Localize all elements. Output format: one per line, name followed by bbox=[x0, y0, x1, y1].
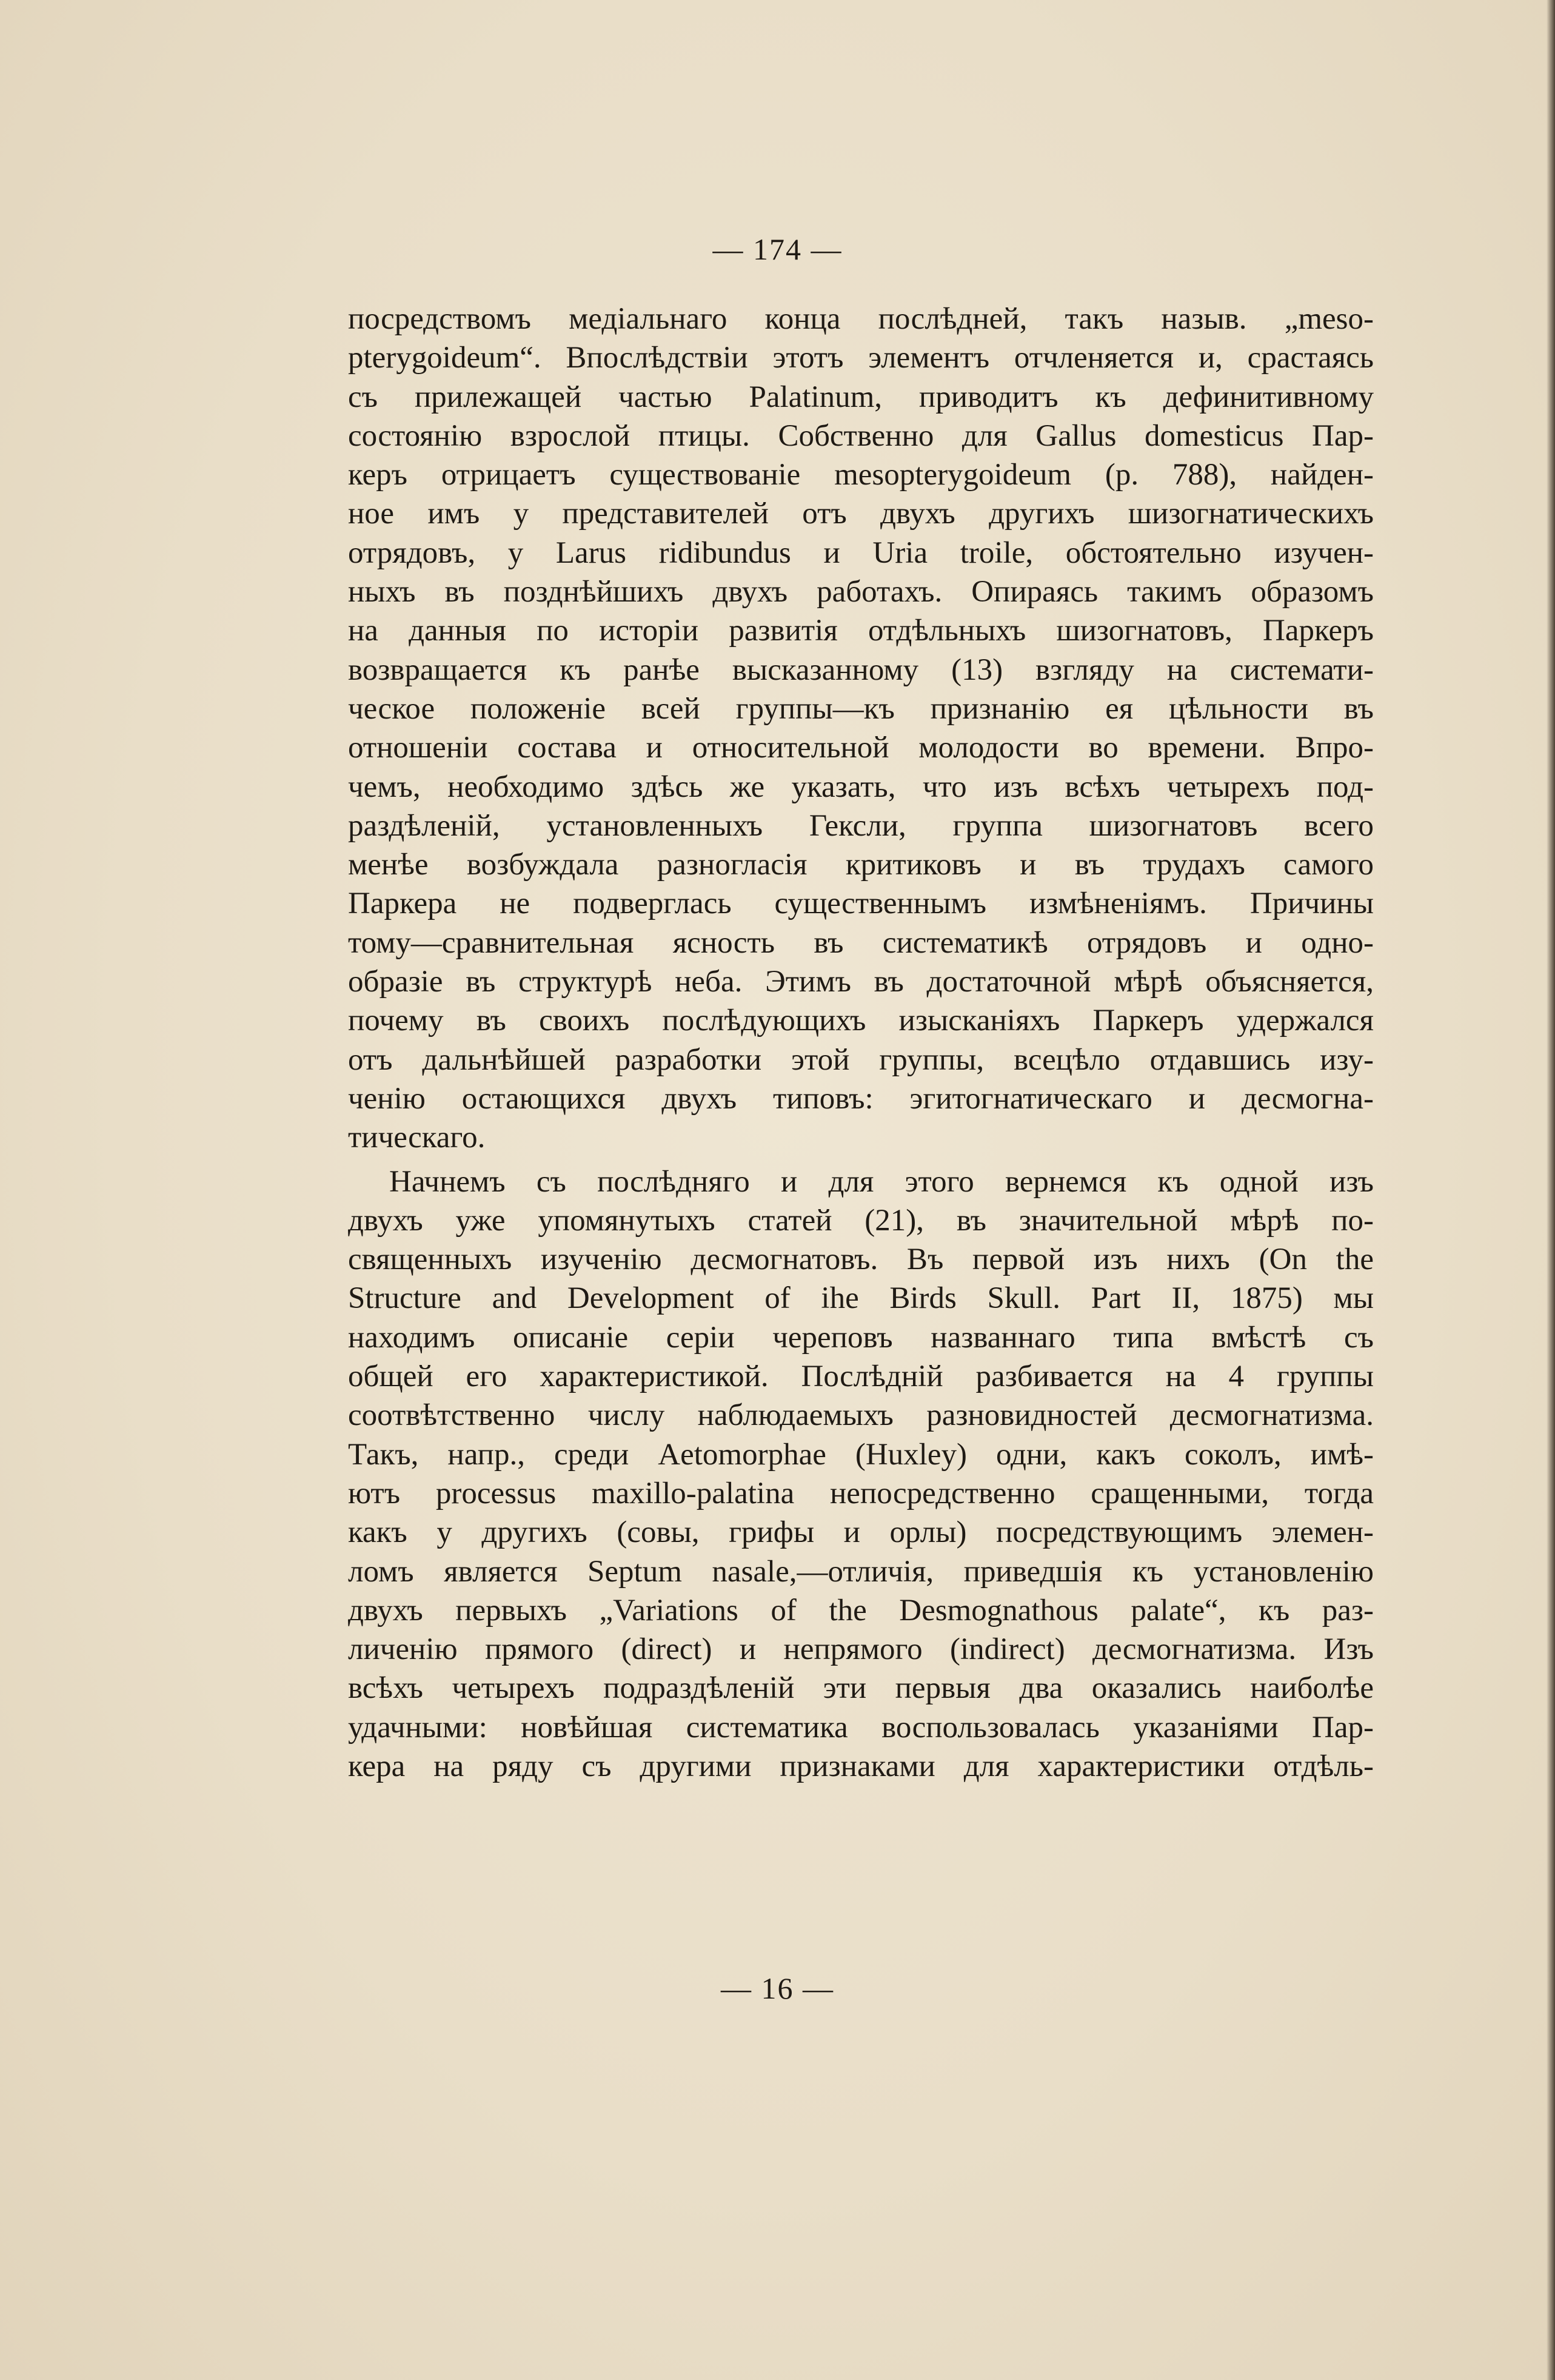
text-line: ломъ является Septum nasale,—отличія, приведшія къ установленію bbox=[348, 1554, 1374, 1589]
text-line: чемъ, необходимо здѣсь же указать, что изъ всѣхъ четырехъ под- bbox=[348, 769, 1374, 804]
text-line: Паркера не подверглась существеннымъ измѣненіямъ. Причины bbox=[348, 887, 1374, 921]
text-line: посредствомъ медіальнаго конца послѣдней, такъ назыв. „meso- bbox=[348, 302, 1374, 336]
text-line: отрядовъ, у Larus ridibundus и Uria troile, обстоятельно изучен- bbox=[348, 535, 1374, 570]
text-line: ческое положеніе всей группы—къ признанію ея цѣльности въ bbox=[348, 691, 1374, 726]
text-line: возвращается къ ранѣе высказанному (13) взгляду на системати- bbox=[348, 652, 1374, 687]
text-line: почему въ своихъ послѣдующихъ изысканіяхъ Паркеръ удержался bbox=[348, 1004, 1374, 1038]
text-line: менѣе возбуждала разногласія критиковъ и въ трудахъ самого bbox=[348, 848, 1374, 882]
text-line: Такъ, напр., среди Aetomorphae (Huxley) одни, какъ соколъ, имѣ- bbox=[348, 1437, 1374, 1472]
text-line: соотвѣтственно числу наблюдаемыхъ разновидностей десмогнатизма. bbox=[348, 1398, 1374, 1433]
text-line: Начнемъ съ послѣдняго и для этого вернемся къ одной изъ bbox=[389, 1164, 1374, 1199]
text-line: ченію остающихся двухъ типовъ: эгитогнатическаго и десмогна- bbox=[348, 1081, 1374, 1116]
text-line: раздѣленій, установленныхъ Гексли, группа шизогнатовъ всего bbox=[348, 808, 1374, 843]
text-line: находимъ описаніе серіи череповъ названнаго типа вмѣстѣ съ bbox=[348, 1320, 1374, 1355]
page-edge-shadow bbox=[1547, 0, 1555, 2380]
text-line: отъ дальнѣйшей разработки этой группы, всецѣло отдавшись изу- bbox=[348, 1042, 1374, 1077]
text-line: общей его характеристикой. Послѣдній разбивается на 4 группы bbox=[348, 1359, 1374, 1394]
text-line: образіе въ структурѣ неба. Этимъ въ достаточной мѣрѣ объясняется, bbox=[348, 965, 1374, 999]
text-line: личенію прямого (direct) и непрямого (indirect) десмогнатизма. Изъ bbox=[348, 1632, 1374, 1667]
text-line: Structure and Development of ihe Birds Skull. Part II, 1875) мы bbox=[348, 1281, 1374, 1316]
text-line: двухъ уже упомянутыхъ статей (21), въ значительной мѣрѣ по- bbox=[348, 1203, 1374, 1238]
text-line: какъ у другихъ (совы, грифы и орлы) посредствующимъ элемен- bbox=[348, 1515, 1374, 1550]
text-line: отношеніи состава и относительной молодости во времени. Впро- bbox=[348, 731, 1374, 765]
signature-mark: — 16 — bbox=[721, 1971, 834, 2005]
text-line: двухъ первыхъ „Variations of the Desmognathous palate“, къ раз- bbox=[348, 1593, 1374, 1627]
paragraph-gap bbox=[348, 1158, 1374, 1162]
text-line: всѣхъ четырехъ подраздѣленій эти первыя два оказались наиболѣе bbox=[348, 1671, 1374, 1706]
text-line: кера на ряду съ другими признаками для характеристики отдѣль- bbox=[348, 1749, 1374, 1783]
text-line: состоянію взрослой птицы. Собственно для Gallus domesticus Пар- bbox=[348, 418, 1374, 453]
text-line: ютъ processus maxillo-palatina непосредственно сращенными, тогда bbox=[348, 1476, 1374, 1510]
body-text bbox=[348, 300, 1374, 1786]
text-line: на данныя по исторіи развитія отдѣльныхъ шизогнатовъ, Паркеръ bbox=[348, 614, 1374, 648]
text-line: керъ отрицаетъ существованіе mesopterygoideum (p. 788), найден- bbox=[348, 458, 1374, 492]
text-line: ныхъ въ позднѣйшихъ двухъ работахъ. Опираясь такимъ образомъ bbox=[348, 575, 1374, 609]
text-line: pterygoideum“. Впослѣдствіи этотъ элементъ отчленяется и, срастаясь bbox=[348, 341, 1374, 375]
text-line: священныхъ изученію десмогнатовъ. Въ первой изъ нихъ (On the bbox=[348, 1242, 1374, 1277]
text-line: тому—сравнительная ясность въ систематикѣ отрядовъ и одно- bbox=[348, 925, 1374, 960]
page-number-header: — 174 — bbox=[712, 232, 843, 266]
text-line: тическаго. bbox=[348, 1121, 486, 1155]
text-line: удачными: новѣйшая систематика воспользовалась указаніями Пар- bbox=[348, 1710, 1374, 1745]
text-line: съ прилежащей частью Palatinum, приводитъ къ дефинитивному bbox=[348, 380, 1374, 414]
text-line: ное имъ у представителей отъ двухъ другихъ шизогнатическихъ bbox=[348, 497, 1374, 531]
